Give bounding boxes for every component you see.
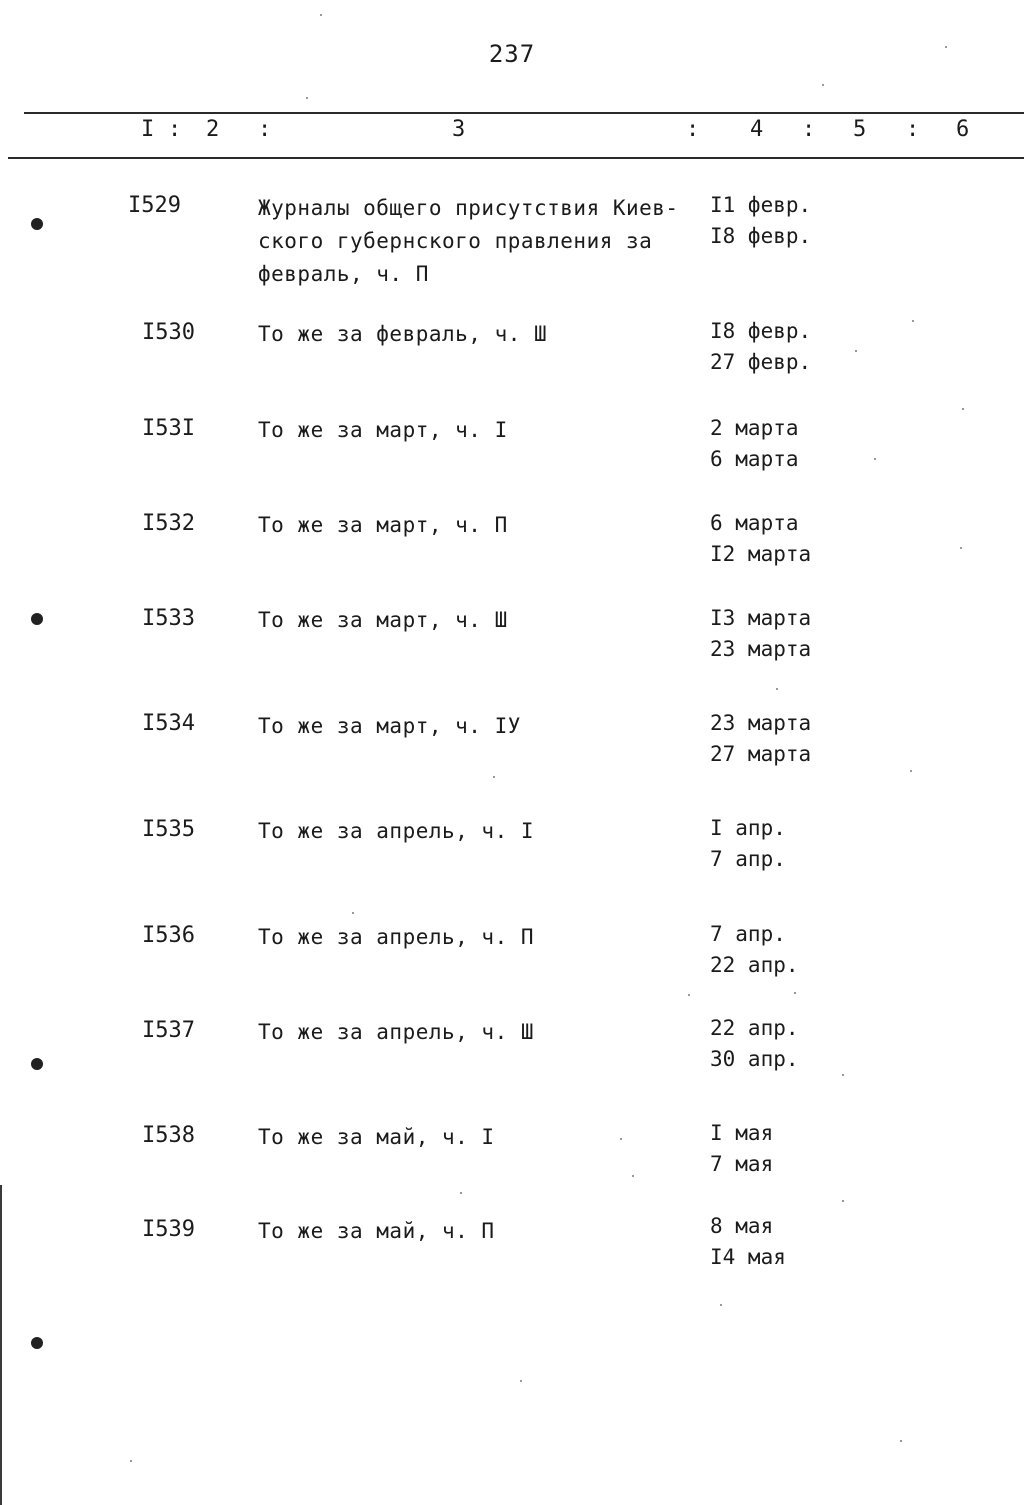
end-date: 7 апр. bbox=[710, 847, 786, 871]
item-title: То же за февраль, ч. Ш bbox=[258, 322, 548, 346]
item-number: I536 bbox=[142, 923, 195, 948]
end-date: 7 мая bbox=[710, 1152, 774, 1176]
page-edge-line bbox=[0, 1185, 2, 1505]
scan-speck bbox=[855, 350, 857, 352]
scan-speck bbox=[945, 46, 947, 48]
item-dates bbox=[710, 508, 870, 570]
end-date: 27 февр. bbox=[710, 350, 812, 374]
item-dates bbox=[710, 1013, 870, 1075]
start-date: 22 апр. bbox=[710, 1016, 799, 1040]
start-date: I апр. bbox=[710, 816, 786, 840]
column-header-1: I bbox=[141, 117, 155, 142]
scan-speck bbox=[794, 992, 796, 994]
scan-speck bbox=[130, 1460, 132, 1462]
end-date: I8 февр. bbox=[710, 224, 812, 248]
item-number: I535 bbox=[142, 817, 195, 842]
item-title bbox=[258, 192, 688, 291]
item-dates bbox=[710, 708, 870, 770]
item-dates bbox=[710, 190, 870, 252]
item-dates bbox=[710, 316, 870, 378]
end-date: I4 мая bbox=[710, 1245, 786, 1269]
end-date: 6 марта bbox=[710, 447, 799, 471]
end-date: 27 марта bbox=[710, 742, 812, 766]
scan-speck bbox=[900, 1440, 902, 1442]
item-number: I530 bbox=[142, 320, 195, 345]
scan-speck bbox=[520, 1380, 522, 1382]
start-date: 2 марта bbox=[710, 416, 799, 440]
item-number: I532 bbox=[142, 511, 195, 536]
scan-speck bbox=[352, 912, 354, 914]
item-title: То же за март, ч. Ш bbox=[258, 608, 508, 632]
item-number: I529 bbox=[128, 193, 181, 218]
item-number: I539 bbox=[142, 1217, 195, 1242]
end-date: 23 марта bbox=[710, 637, 812, 661]
start-date: 23 марта bbox=[710, 711, 812, 735]
punch-hole-mark bbox=[31, 218, 43, 230]
start-date: I3 марта bbox=[710, 606, 812, 630]
scan-speck bbox=[720, 1304, 722, 1306]
header-rule-top bbox=[24, 112, 1024, 114]
column-header-2: 2 bbox=[206, 117, 220, 142]
item-number: I533 bbox=[142, 606, 195, 631]
scan-speck bbox=[493, 776, 495, 778]
scan-speck bbox=[688, 994, 690, 996]
page-number: 237 bbox=[488, 40, 536, 68]
scan-speck bbox=[776, 688, 778, 690]
start-date: I мая bbox=[710, 1121, 774, 1145]
item-title-line: Журналы общего присутствия Киев- bbox=[258, 196, 679, 220]
punch-hole-mark bbox=[31, 1058, 43, 1070]
item-title-line: ского губернского правления за bbox=[258, 229, 653, 253]
column-header-6: 6 bbox=[956, 117, 970, 142]
scan-speck bbox=[842, 1074, 844, 1076]
punch-hole-mark bbox=[31, 1337, 43, 1349]
column-separator: : bbox=[906, 117, 920, 142]
item-dates bbox=[710, 1118, 870, 1180]
item-dates bbox=[710, 413, 870, 475]
item-number: I534 bbox=[142, 711, 195, 736]
item-title-line: февраль, ч. П bbox=[258, 262, 429, 286]
column-header-4: 4 bbox=[750, 117, 764, 142]
start-date: 6 марта bbox=[710, 511, 799, 535]
end-date: 30 апр. bbox=[710, 1047, 799, 1071]
item-dates bbox=[710, 603, 870, 665]
scan-speck bbox=[910, 770, 912, 772]
column-separator: : bbox=[686, 117, 700, 142]
item-title: То же за март, ч. IУ bbox=[258, 714, 521, 738]
column-separator: : bbox=[802, 117, 816, 142]
item-number: I53I bbox=[142, 416, 195, 441]
scan-speck bbox=[632, 1175, 634, 1177]
scan-speck bbox=[822, 84, 824, 86]
header-rule-bottom bbox=[8, 157, 1024, 159]
item-title: То же за апрель, ч. П bbox=[258, 925, 535, 949]
column-header-5: 5 bbox=[853, 117, 867, 142]
column-separator: : bbox=[168, 117, 182, 142]
scan-speck bbox=[620, 1138, 622, 1140]
scan-speck bbox=[320, 14, 322, 16]
end-date: 22 апр. bbox=[710, 953, 799, 977]
item-title: То же за май, ч. П bbox=[258, 1219, 495, 1243]
start-date: 8 мая bbox=[710, 1214, 774, 1238]
start-date: 7 апр. bbox=[710, 922, 786, 946]
item-title: То же за апрель, ч. I bbox=[258, 819, 535, 843]
item-title: То же за март, ч. I bbox=[258, 418, 508, 442]
scan-speck bbox=[842, 1200, 844, 1202]
item-title: То же за март, ч. П bbox=[258, 513, 508, 537]
column-header-3: 3 bbox=[452, 117, 466, 142]
scan-speck bbox=[962, 408, 964, 410]
scan-speck bbox=[912, 320, 914, 322]
item-title: То же за май, ч. I bbox=[258, 1125, 495, 1149]
item-number: I538 bbox=[142, 1123, 195, 1148]
item-title: То же за апрель, ч. Ш bbox=[258, 1020, 535, 1044]
scan-speck bbox=[460, 1192, 462, 1194]
item-dates bbox=[710, 919, 870, 981]
start-date: I1 февр. bbox=[710, 193, 812, 217]
end-date: I2 марта bbox=[710, 542, 812, 566]
start-date: I8 февр. bbox=[710, 319, 812, 343]
item-number: I537 bbox=[142, 1018, 195, 1043]
scan-speck bbox=[960, 547, 962, 549]
scan-speck bbox=[306, 97, 308, 99]
punch-hole-mark bbox=[31, 613, 43, 625]
column-separator: : bbox=[258, 117, 272, 142]
item-dates bbox=[710, 1211, 870, 1273]
item-dates bbox=[710, 813, 870, 875]
scan-speck bbox=[874, 458, 876, 460]
